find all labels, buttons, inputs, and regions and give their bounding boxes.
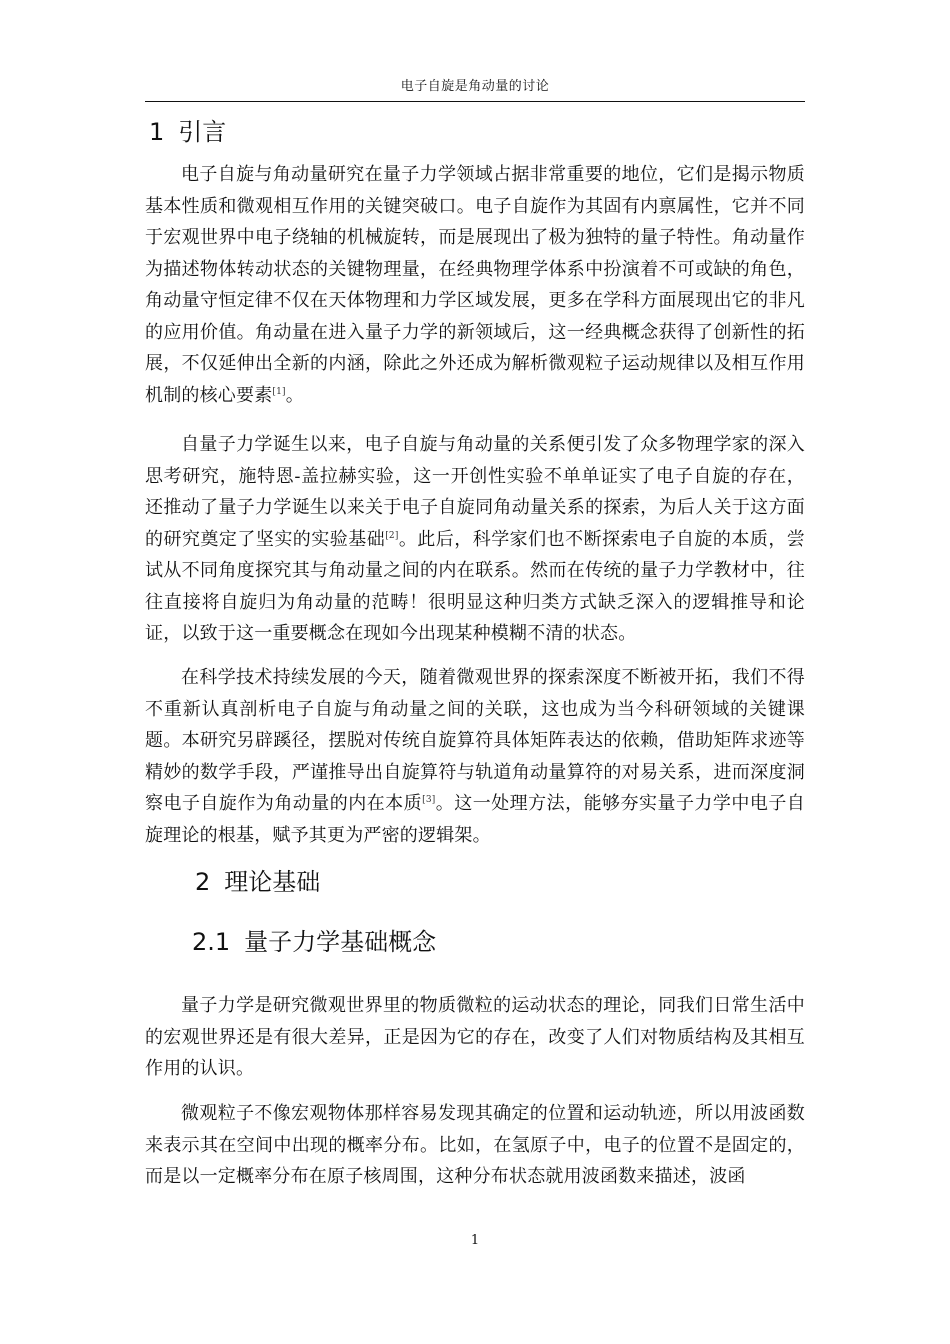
- running-header: 电子自旋是角动量的讨论: [400, 79, 550, 94]
- paragraph-text: 电子自旋与角动量研究在量子力学领域占据非常重要的地位，它们是揭示物质基本性质和微观相互作用的关键突破口。电子自旋作为其固有内禀属性，它并不同于宏观世界中电子绕轴的机械旋转，而是展现出了极为独特的量子特性。角动量作为描述物体转动状态的关键物理量，在经典物理学体系中扮演着不可或缺的角色，角动量守恒定律不仅在天体物理和力学区域发展，更多在学科方面展现出它的非凡的应用价值。角动量在进入量子力学的新领域后，这一经典概念获得了创新性的拓展，不仅延伸出全新的内涵，除此之外还成为解析微观粒子运动规律以及相互作用机制的核心要素: [145, 164, 805, 406]
- paragraph: [145, 159, 805, 411]
- section-number: 1: [149, 118, 165, 146]
- section-heading-2: [195, 867, 320, 897]
- page-number: 1: [470, 1233, 480, 1248]
- paragraph: [145, 990, 805, 1085]
- citation: [2]: [385, 530, 399, 541]
- paragraph: [145, 662, 805, 851]
- paragraph-text: 量子力学是研究微观世界里的物质微粒的运动状态的理论，同我们日常生活中的宏观世界还是有很大差异，正是因为它的存在，改变了人们对物质结构及其相互作用的认识。: [145, 995, 805, 1079]
- section-number: 2: [195, 868, 211, 896]
- citation: [1]: [272, 386, 286, 397]
- subsection-heading-2-1: [192, 927, 436, 957]
- paragraph: [145, 429, 805, 650]
- section-heading-1: [149, 117, 226, 147]
- section-title: 引言: [178, 118, 227, 146]
- section-title: 量子力学基础概念: [244, 928, 437, 956]
- paragraph-text: 在科学技术持续发展的今天，随着微观世界的探索深度不断被开拓，我们不得不重新认真剖析电子自旋与角动量之间的关联，这也成为当今科研领域的关键课题。本研究另辟蹊径，摆脱对传统自旋算符具体矩阵表达的依赖，借助矩阵求迹等精妙的数学手段，严谨推导出自旋算符与轨道角动量算符的对易关系，进而深度洞察电子自旋作为角动量的内在本质: [145, 667, 805, 814]
- paragraph-tail: 。此后，科学家们也不断探索电子自旋的本质，尝试从不同角度探究其与角动量之间的内在联系。然而在传统的量子力学教材中，往往直接将自旋归为角动量的范畴！很明显这种归类方式缺乏深入的逻辑推导和论证，以致于这一重要概念在现如今出现某种模糊不清的状态。: [145, 528, 805, 644]
- paragraph-text: 微观粒子不像宏观物体那样容易发现其确定的位置和运动轨迹，所以用波函数来表示其在空间中出现的概率分布。比如，在氢原子中，电子的位置不是固定的，而是以一定概率分布在原子核周围，这种分布状态就用波函数来描述，波函: [145, 1103, 805, 1187]
- citation: [3]: [422, 795, 436, 805]
- paragraph: [145, 1098, 805, 1193]
- header-rule: [145, 101, 805, 102]
- paragraph-text: 自量子力学诞生以来，电子自旋与角动量的关系便引发了众多物理学家的深入思考研究，施特恩-盖拉赫实验，这一开创性实验不单单证实了电子自旋的存在，还推动了量子力学诞生以来关于电子自旋同角动量关系的探索，为后人关于这方面的研究奠定了坚实的实验基础: [145, 434, 805, 550]
- paragraph-tail: 。这一处理方法，能够夯实量子力学中电子自旋理论的根基，赋予其更为严密的逻辑架。: [145, 793, 806, 846]
- section-number: 2.1: [192, 928, 231, 956]
- section-title: 理论基础: [224, 868, 321, 896]
- paragraph-tail: 。: [285, 384, 304, 406]
